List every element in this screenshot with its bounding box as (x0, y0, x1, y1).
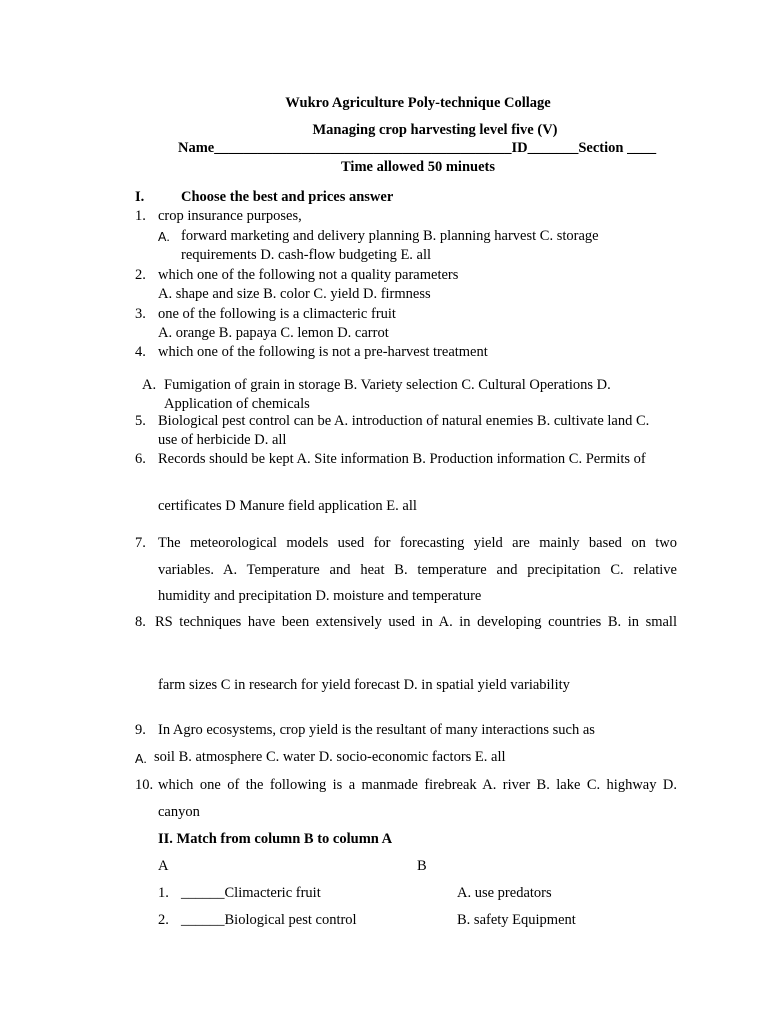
option-marker: A. (135, 752, 147, 766)
column-a-header: A (158, 858, 169, 874)
question-text: which one of the following not a quality parameters (158, 267, 459, 283)
question-text: humidity and precipitation D. moisture and temperature (158, 588, 482, 604)
question-text: certificates D Manure field application E. all (158, 498, 417, 514)
question-number: 8. (135, 614, 146, 630)
question-text: RS techniques have been extensively used in A. in developing countries B. in small (155, 614, 677, 630)
options-line: A. shape and size B. color C. yield D. firmness (158, 286, 431, 302)
question-number: 9. (135, 722, 146, 738)
options-line: Fumigation of grain in storage B. Variety selection C. Cultural Operations D. (164, 377, 611, 393)
options-line: soil B. atmosphere C. water D. socio-economic factors E. all (154, 749, 506, 765)
question-text: The meteorological models used for forecasting yield are mainly based on two (158, 535, 677, 551)
question-text: which one of the following is not a pre-harvest treatment (158, 344, 488, 360)
match-item: ______Biological pest control (181, 912, 357, 928)
question-text: variables. A. Temperature and heat B. temperature and precipitation C. relative (158, 562, 677, 578)
question-text: crop insurance purposes, (158, 208, 302, 224)
question-text: use of herbicide D. all (158, 432, 287, 448)
options-line: forward marketing and delivery planning B. planning harvest C. storage (181, 228, 599, 244)
section-heading: Choose the best and prices answer (181, 189, 394, 205)
match-item: ______Climacteric fruit (181, 885, 321, 901)
options-line: A. orange B. papaya C. lemon D. carrot (158, 325, 389, 341)
option-marker: A. (158, 230, 170, 244)
question-number: 4. (135, 344, 146, 360)
column-b-header: B (417, 858, 427, 874)
college-title: Wukro Agriculture Poly-technique Collage (285, 95, 551, 111)
match-number: 1. (158, 885, 169, 901)
match-choice: A. use predators (457, 885, 552, 901)
option-marker: A. (142, 377, 157, 393)
options-line: requirements D. cash-flow budgeting E. all (181, 247, 432, 263)
match-choice: B. safety Equipment (457, 912, 576, 928)
question-number: 2. (135, 267, 146, 283)
name-id-section-line: Name_________________________________________ID_______Section ____ (178, 140, 657, 156)
match-number: 2. (158, 912, 169, 928)
question-text: which one of the following is a manmade firebreak A. river B. lake C. highway D. (158, 777, 677, 793)
question-text: In Agro ecosystems, crop yield is the resultant of many interactions such as (158, 722, 595, 738)
question-number: 10. (135, 777, 154, 793)
options-line: Application of chemicals (164, 396, 310, 412)
course-title: Managing crop harvesting level five (V) (312, 122, 558, 138)
time-allowed: Time allowed 50 minuets (341, 159, 495, 175)
section-heading: II. Match from column B to column A (158, 831, 393, 847)
question-number: 1. (135, 208, 146, 224)
question-text: Records should be kept A. Site information B. Production information C. Permits of (158, 451, 646, 467)
question-number: 5. (135, 413, 146, 429)
question-text: Biological pest control can be A. introduction of natural enemies B. cultivate land C. (158, 413, 650, 429)
question-text: canyon (158, 804, 200, 820)
question-number: 3. (135, 306, 146, 322)
question-text: farm sizes C in research for yield forecast D. in spatial yield variability (158, 677, 570, 693)
question-text: one of the following is a climacteric fruit (158, 306, 396, 322)
question-number: 6. (135, 451, 146, 467)
question-number: 7. (135, 535, 146, 551)
section-numeral: I. (135, 189, 145, 205)
